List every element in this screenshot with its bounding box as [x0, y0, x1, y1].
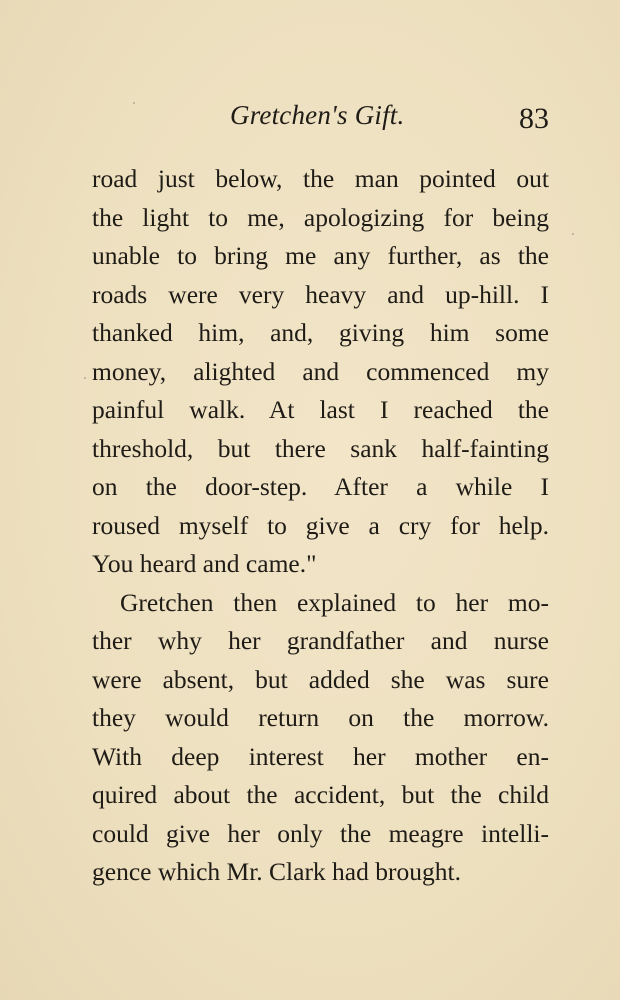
text-line: were absent, but added she was sure: [92, 664, 549, 694]
text-line: Gretchen then explained to her mo-: [120, 587, 549, 617]
text-line: gence which Mr. Clark had brought.: [92, 857, 461, 886]
text-line: unable to bring me any further, as the: [92, 241, 549, 270]
text-line: roused myself to give a cry for help.: [92, 510, 549, 540]
text-line: road just below, the man pointed out: [92, 164, 549, 193]
page-speck: [84, 377, 86, 379]
text-line: ther why her grandfather and nurse: [92, 626, 549, 655]
text-line: on the door-step. After a while I: [92, 472, 549, 501]
text-line: money, alighted and commenced my: [92, 356, 549, 386]
running-head: [0, 94, 620, 134]
text-line: the light to me, apologizing for being: [92, 202, 549, 232]
running-title: Gretchen's Gift.: [230, 100, 405, 130]
text-line: could give her only the meagre intelli-: [92, 818, 549, 848]
text-line: quired about the accident, but the child: [92, 780, 549, 809]
page-number: 83: [519, 102, 549, 135]
text-line: painful walk. At last I reached the: [92, 395, 549, 424]
text-line: With deep interest her mother en-: [92, 741, 549, 771]
page-speck: [572, 233, 574, 235]
body-text: [92, 160, 549, 892]
text-line: You heard and came.": [92, 549, 317, 578]
text-line: threshold, but there sank half-fainting: [92, 433, 549, 463]
text-line: thanked him, and, giving him some: [92, 318, 549, 347]
text-line: roads were very heavy and up-hill. I: [92, 279, 549, 309]
text-line: they would return on the morrow.: [92, 703, 549, 732]
